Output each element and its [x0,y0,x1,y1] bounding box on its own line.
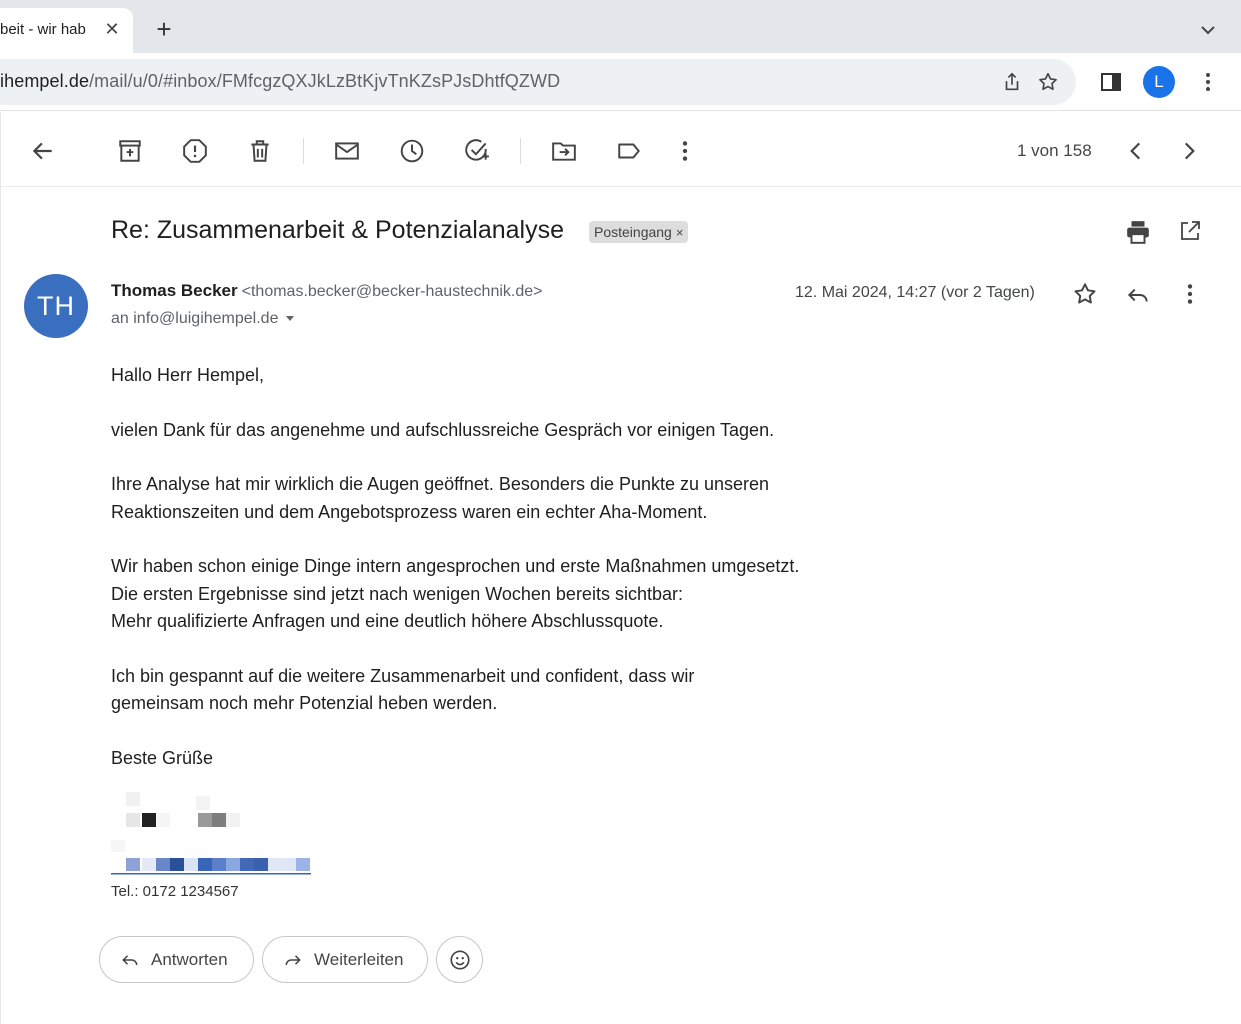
sender-name: Thomas Becker [111,281,238,300]
paragraph-4: Ich bin gespannt auf die weitere Zusammenarbeit und confident, dass wir gemeinsam noch mehr Potenzial heben werden. [111,665,695,713]
reply-actions [1,936,1241,986]
email-body [111,362,871,772]
message-toolbar [1,112,1241,187]
toolbar-divider [520,138,521,164]
more-options-icon[interactable] [672,138,698,164]
emoji-smile-icon [449,949,471,971]
paragraph-2: Ihre Analyse hat mir wirklich die Augen geöffnet. Besonders die Punkte zu unseren Reaktionszeiten und dem Angebotsprozess waren ein echter Aha-Moment. [111,474,770,522]
tab-strip [0,0,1241,53]
tab-title: beit - wir hab [0,21,86,38]
report-spam-icon[interactable] [182,138,208,164]
signature-phone: Tel.: 0172 1234567 [111,883,239,900]
toolbar-divider [303,138,304,164]
url-text[interactable]: ihempel.de/mail/u/0/#inbox/FMfcgzQXJkLzBtKjvTnKZsPJsDhtfQZWD [0,71,561,91]
browser-menu-icon[interactable] [1196,70,1220,94]
tab-close-icon[interactable]: ✕ [104,19,120,39]
star-icon[interactable] [1072,281,1098,307]
tab-search-chevron-icon[interactable] [1196,18,1220,42]
bookmark-star-icon[interactable] [1037,71,1059,93]
snooze-clock-icon[interactable] [399,138,425,164]
browser-tab[interactable] [0,8,133,53]
back-arrow-icon[interactable] [30,138,56,164]
omnibox[interactable] [0,59,1076,105]
address-bar-row [0,53,1241,111]
pixelated-signature [101,782,311,877]
label-text: Posteingang [594,224,672,240]
forward-arrow-icon [283,950,303,970]
newer-chevron-left-icon[interactable] [1123,138,1149,164]
email-subject: Re: Zusammenarbeit & Potenzialanalyse [111,216,565,244]
message-view [0,112,1241,1024]
paragraph-1: vielen Dank für das angenehme und aufschlussreiche Gespräch vor einigen Tagen. [111,419,775,440]
move-to-folder-icon[interactable] [551,138,577,164]
message-more-icon[interactable] [1177,281,1203,307]
reply-button[interactable] [99,936,254,983]
share-icon[interactable] [1001,71,1023,93]
paragraph-3: Wir haben schon einige Dinge intern angesprochen und erste Maßnahmen umgesetzt. Die ersten Ergebnisse sind jetzt nach wenigen Wochen bereits sichtbar: Mehr qualifizierte Anfragen und eine deutlich höhere Abschlussquote. [111,556,800,631]
forward-button-label: Weiterleiten [314,950,404,969]
pagination-text: 1 von 158 [1017,141,1092,160]
side-panel-icon[interactable] [1099,70,1123,94]
email-date: 12. Mai 2024, 14:27 (vor 2 Tagen) [795,284,1035,301]
sender-avatar: TH [24,274,88,338]
inbox-label-chip[interactable] [589,221,688,243]
greeting: Hallo Herr Hempel, [111,365,265,385]
print-icon[interactable] [1125,219,1151,245]
forward-button[interactable] [262,936,428,983]
older-chevron-right-icon[interactable] [1176,138,1202,164]
mark-unread-mail-icon[interactable] [334,138,360,164]
recipient-text: an info@luigihempel.de [111,310,279,327]
delete-trash-icon[interactable] [247,138,273,164]
sender-line [111,281,542,301]
open-new-window-icon[interactable] [1178,219,1202,243]
archive-icon[interactable] [117,138,143,164]
recipient-details[interactable] [111,310,294,328]
reply-button-label: Antworten [151,950,228,969]
caret-down-icon[interactable] [286,316,294,321]
emoji-reaction-button[interactable] [436,936,483,983]
profile-avatar[interactable]: L [1143,66,1175,98]
add-to-tasks-icon[interactable] [464,138,490,164]
new-tab-button[interactable]: + [156,14,172,44]
sender-email: <thomas.becker@becker-haustechnik.de> [241,283,543,300]
reply-arrow-icon [120,950,140,970]
closing: Beste Grüße [111,747,214,768]
remove-label-icon[interactable]: × [675,225,684,240]
reply-icon[interactable] [1125,282,1151,308]
label-tag-icon[interactable] [616,138,642,164]
